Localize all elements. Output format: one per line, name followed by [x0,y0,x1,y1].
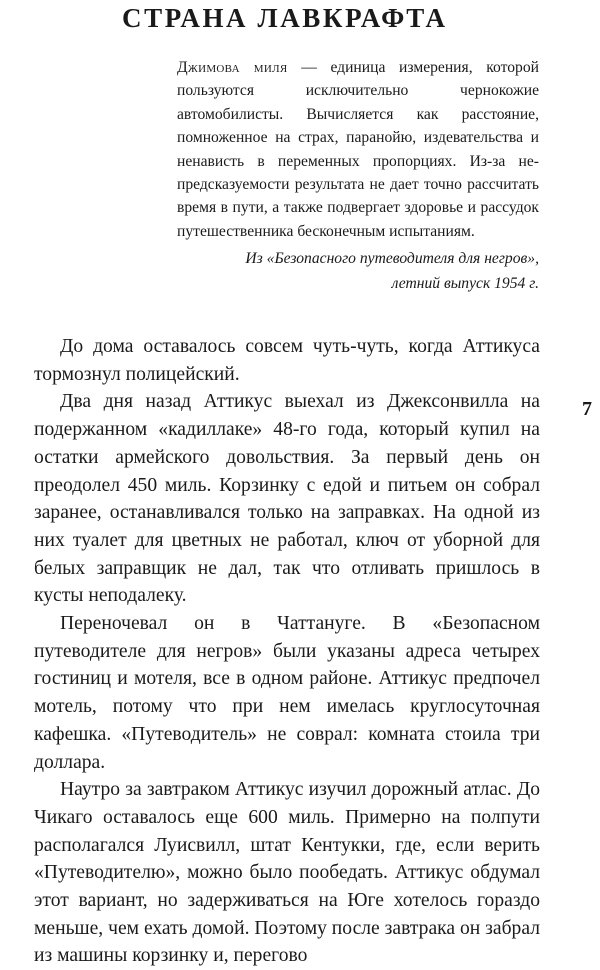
epigraph-definition: — единица измерения, которой пользуются исключительно чернокожие автомобилисты. Вычисляется как расстояние, помноженное на страх, паранойю, издевательства и ненависть в переменных пропорциях. Из-за непредсказуемости результата не дает точно рассчитать время в пути, а также подвергает здоровье и рассудок путешественника бесконечным испытаниям. [177,59,539,240]
paragraph: До дома оставалось совсем чуть-чуть, когда Аттикуса тормознул полицейский. [34,336,540,385]
page-number: 7 [582,398,592,420]
paragraph: Переночевал он в Чаттануге. В «Безопасном путеводителе для негров» были указаны адреса четырех гостиниц и мотеля, все в одном районе. Аттикус предпочел мотель, потому что при нем имелась круглосуточная кафешка. «Путеводитель» не соврал: комната стоила три доллара. [34,613,540,773]
epigraph-term: Джимова миля [177,59,288,76]
epigraph-text [177,56,539,243]
epigraph [177,56,539,296]
epigraph-source [177,246,539,296]
paragraph: Два дня назад Аттикус выехал из Джексонвилла на подержанном «кадиллаке» 48-го года, который купил на остатки армейского довольствия. За первый день он преодолел 450 миль. Корзинку с едой и питьем он собрал заранее, останавливался только на заправках. На одной из них туалет для цветных не работал, ключ от уборной для белых заправщик не дал, так что отливать пришлось в кусты неподалеку. [34,391,540,607]
epigraph-source-title: Из «Безопасного путеводителя для негров», [245,250,539,268]
paragraph: Наутро за завтраком Аттикус изучил дорожный атлас. До Чикаго оставалось еще 600 миль. Примерно на полпути располагался Луисвилл, штат Кентукки, где, если верить «Путеводителю», можно было пообедать. Аттикус обдумал этот вариант, но задерживаться на Юге хотелось гораздо меньше, чем ехать домой. Поэтому после завтрака он забрал из машины корзинку и, перегово [34,779,540,967]
chapter-title: СТРАНА ЛАВКРАФТА [122,3,448,33]
body-text [34,333,540,970]
epigraph-source-edition: летний выпуск 1954 г. [391,275,539,293]
